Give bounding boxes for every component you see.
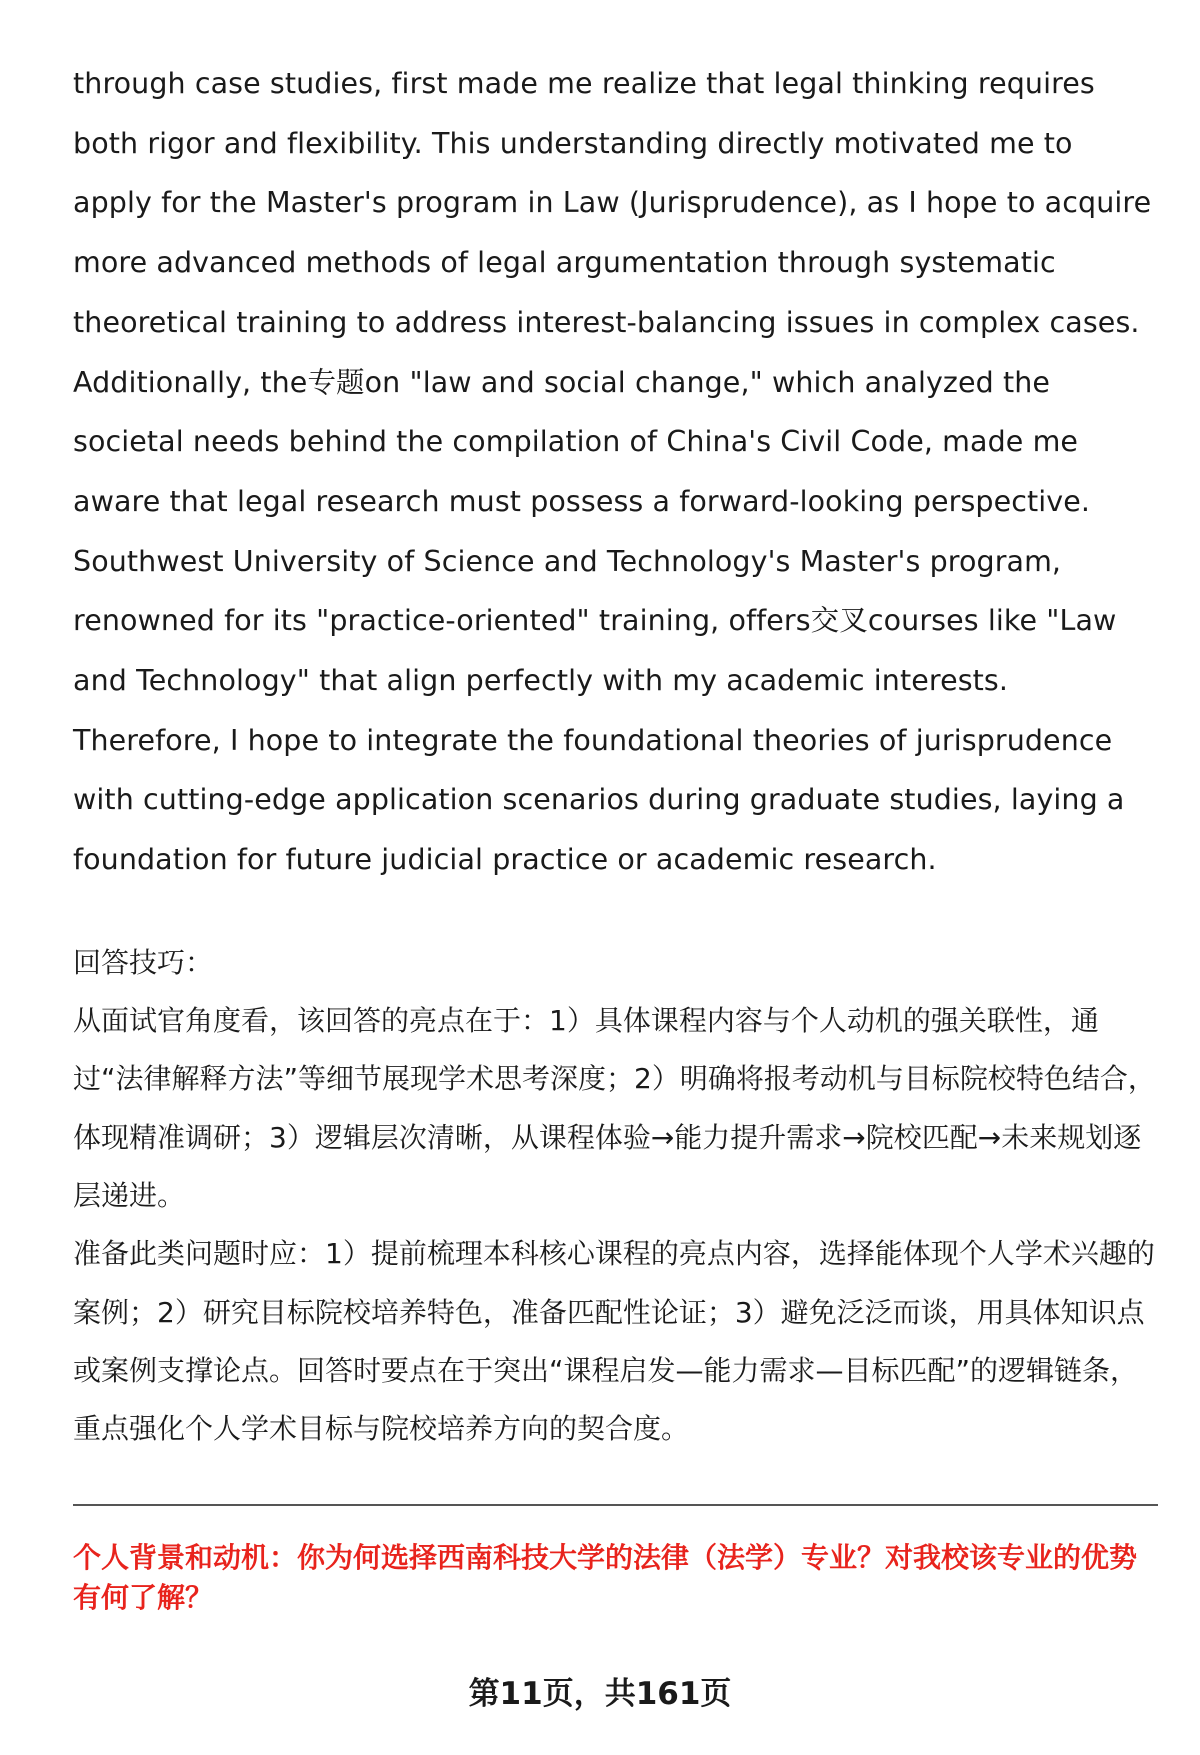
tips-preparation: 准备此类问题时应：1）提前梳理本科核心课程的亮点内容，选择能体现个人学术兴趣的案例；2）研究目标院校培养特色，准备匹配性论证；3）避免泛泛而谈，用具体知识点或案例支撑论点。回答时要点在于突出“课程启发—能力需求—目标匹配”的逻辑链条，重点强化个人学术目标与院校培养方向的契合度。 — [73, 1237, 1155, 1446]
next-question-heading: 个人背景和动机：你为何选择西南科技大学的法律（法学）专业？对我校该专业的优势有何了解？ — [73, 1541, 1138, 1614]
tips-heading: 回答技巧： — [73, 945, 214, 979]
page-number: 第11页，共161页 — [468, 1676, 732, 1712]
document-content — [73, 54, 1158, 1459]
answer-tips-section — [73, 934, 1158, 1459]
tips-analysis: 从面试官角度看，该回答的亮点在于：1）具体课程内容与个人动机的强关联性，通过“法律解释方法”等细节展现学术思考深度；2）明确将报考动机与目标院校特色结合，体现精准调研；3）逻辑层次清晰，从课程体验→能力提升需求→院校匹配→未来规划逐层递进。 — [73, 1004, 1156, 1213]
answer-paragraph: through case studies, first made me realize that legal thinking requires both rigor and flexibility. This understanding directly motivated me to apply for the Master's program in Law (Jurisprudence), as I hope to acquire more advanced methods of legal argumentation through systematic theoretical training to address interest-balancing issues in complex cases. Additionally, the专题on "law and social change," which analyzed the societal needs behind the compilation of China's Civil Code, made me aware that legal research must possess a forward-looking perspective. Southwest University of Science and Technology's Master's program, renowned for its "practice-oriented" training, offers交叉courses like "Law and Technology" that align perfectly with my academic interests. Therefore, I hope to integrate the foundational theories of jurisprudence with cutting-edge application scenarios during graduate studies, laying a foundation for future judicial practice or academic research. — [73, 67, 1152, 877]
section-divider — [73, 1504, 1158, 1506]
